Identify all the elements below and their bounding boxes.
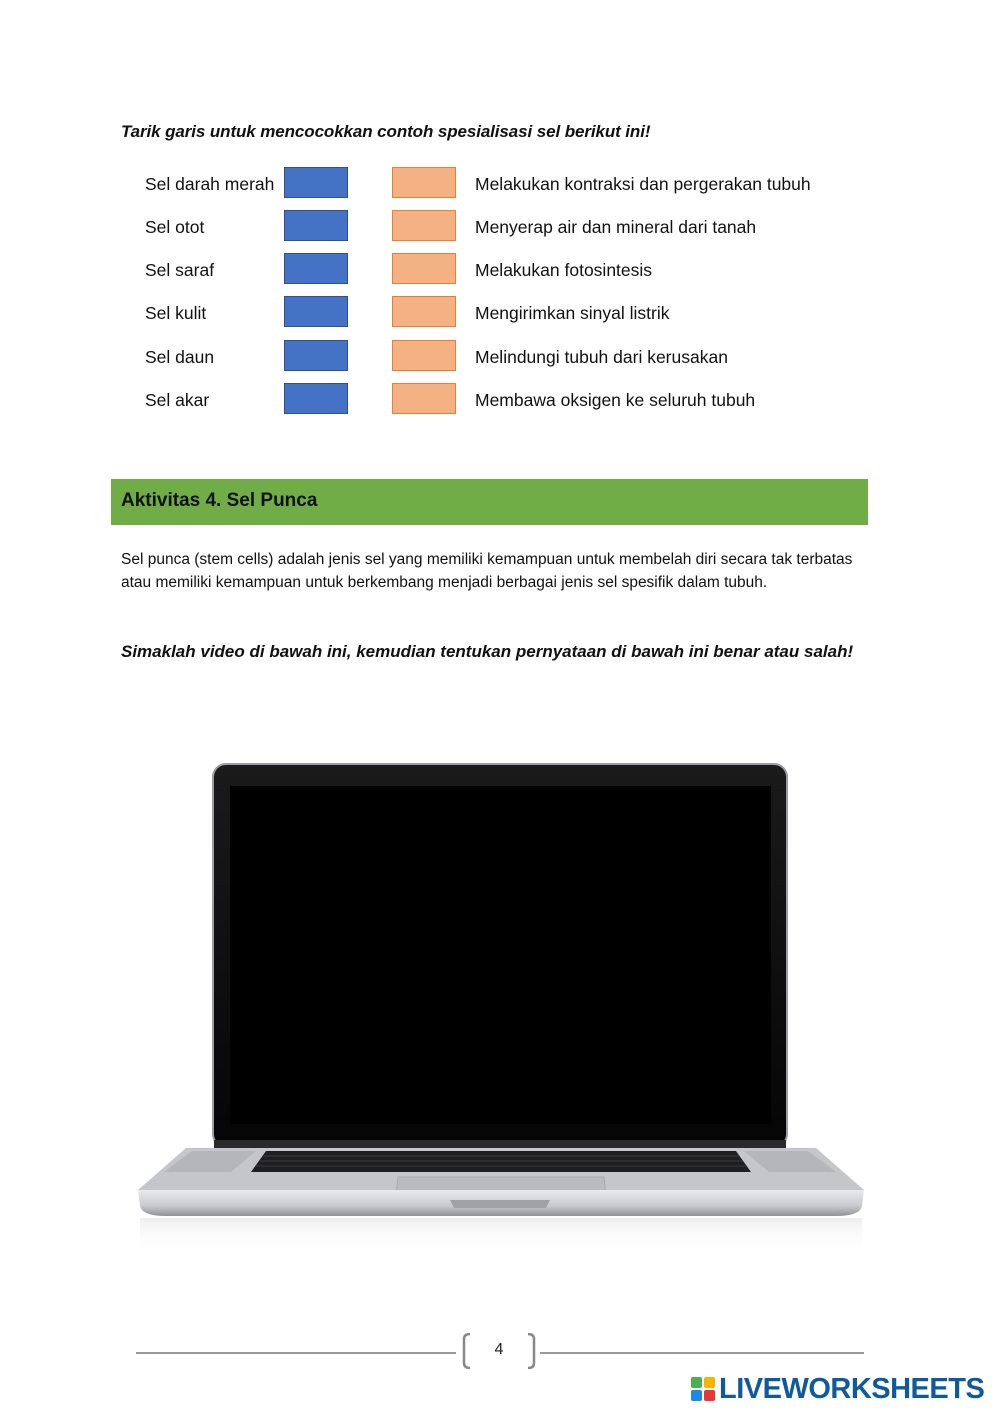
left-item-label: Sel darah merah (145, 174, 275, 194)
bracket-right-icon (526, 1333, 538, 1369)
footer-rule-left (136, 1352, 456, 1354)
left-item-label: Sel saraf (145, 260, 215, 280)
matching-row (0, 389, 999, 423)
left-item-label: Sel akar (145, 390, 210, 410)
left-connector-box[interactable] (284, 340, 348, 371)
left-connector-box[interactable] (284, 210, 348, 241)
liveworksheets-brand: LIVEWORKSHEETS (719, 1372, 985, 1405)
left-item-label: Sel daun (145, 347, 215, 367)
stem-cell-paragraph: Sel punca (stem cells) adalah jenis sel yang memiliki kemampuan untuk membelah diri secara tak terbatas atau memiliki kemampuan untuk berkembang menjadi berbagai jenis sel spesifik dalam tubuh. (121, 551, 853, 591)
matching-instruction: Tarik garis untuk mencocokkan contoh spesialisasi sel berikut ini! (121, 122, 651, 141)
liveworksheets-logo (690, 1373, 984, 1405)
right-item-label: Menyerap air dan mineral dari tanah (475, 217, 757, 237)
matching-row (0, 302, 999, 336)
section-header (111, 479, 868, 525)
right-item-label: Membawa oksigen ke seluruh tubuh (475, 390, 756, 410)
page-number: 4 (494, 1341, 504, 1358)
left-connector-box[interactable] (284, 167, 348, 198)
matching-row (0, 173, 999, 207)
left-connector-box[interactable] (284, 253, 348, 284)
left-connector-box[interactable] (284, 383, 348, 414)
right-connector-box[interactable] (392, 167, 456, 198)
right-connector-box[interactable] (392, 210, 456, 241)
right-connector-box[interactable] (392, 296, 456, 327)
matching-row (0, 259, 999, 293)
left-connector-box[interactable] (284, 296, 348, 327)
liveworksheets-logo-icon (690, 1376, 716, 1402)
bracket-left-icon (460, 1333, 472, 1369)
video-instruction: Simaklah video di bawah ini, kemudian tentukan pernyataan di bawah ini benar atau salah! (121, 642, 854, 661)
video-screen (230, 786, 771, 1124)
right-item-label: Mengirimkan sinyal listrik (475, 303, 670, 323)
section-title: Aktivitas 4. Sel Punca (121, 490, 318, 511)
right-connector-box[interactable] (392, 340, 456, 371)
right-connector-box[interactable] (392, 383, 456, 414)
matching-row (0, 346, 999, 380)
footer-rule-right (540, 1352, 864, 1354)
right-item-label: Melakukan fotosintesis (475, 260, 653, 280)
left-item-label: Sel kulit (145, 303, 207, 323)
left-item-label: Sel otot (145, 217, 205, 237)
matching-row (0, 216, 999, 250)
right-item-label: Melakukan kontraksi dan pergerakan tubuh (475, 174, 811, 194)
right-item-label: Melindungi tubuh dari kerusakan (475, 347, 728, 367)
laptop-video-frame[interactable] (136, 760, 866, 1255)
right-connector-box[interactable] (392, 253, 456, 284)
